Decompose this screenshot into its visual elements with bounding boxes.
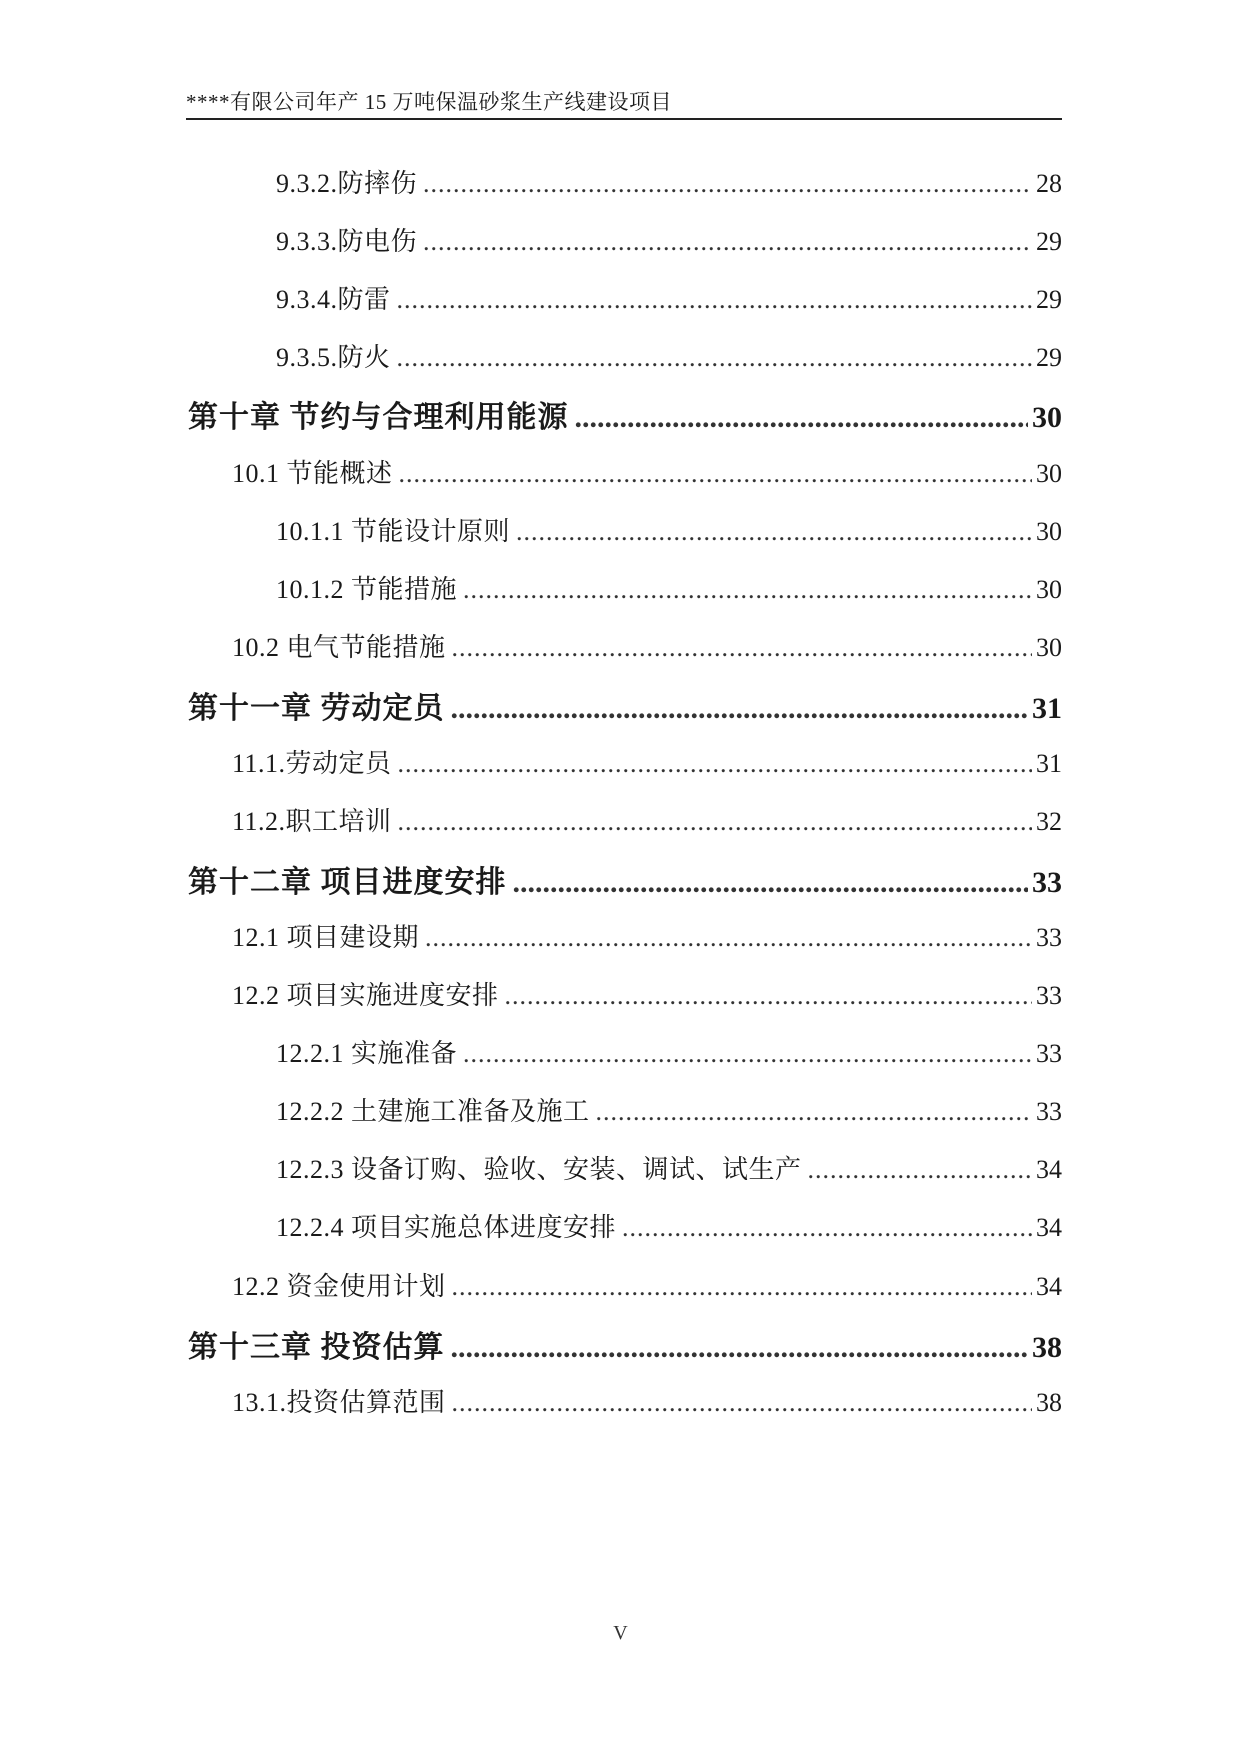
toc-entry-title: 9.3.4.防雷: [276, 285, 391, 314]
toc-entry-page: 33: [1036, 981, 1062, 1010]
toc-entry[interactable]: [276, 279, 1062, 315]
toc-entry-title: 12.2.1 实施准备: [276, 1039, 458, 1068]
toc-entry-page: 31: [1036, 749, 1062, 778]
toc-entry-page: 34: [1036, 1155, 1062, 1184]
toc-entry-page: 29: [1036, 227, 1062, 256]
toc-entry[interactable]: [276, 1149, 1062, 1185]
toc-dot-leader: [451, 1331, 1029, 1365]
toc-entry-title: 12.2 资金使用计划: [232, 1272, 446, 1301]
toc-dot-leader: [397, 343, 1032, 373]
toc-entry-title: 10.2 电气节能措施: [232, 633, 446, 662]
toc-entry[interactable]: [232, 917, 1062, 953]
toc-entry-page: 34: [1036, 1272, 1062, 1301]
toc-dot-leader: [423, 227, 1032, 257]
toc-entry-title: 12.2.3 设备订购、验收、安装、调试、试生产: [276, 1155, 802, 1184]
page-number: V: [613, 1622, 628, 1644]
running-header: ****有限公司年产 15 万吨保温砂浆生产线建设项目: [186, 90, 672, 114]
toc-chapter-title: 第十章 节约与合理利用能源: [188, 401, 569, 434]
toc-entry[interactable]: [276, 1033, 1062, 1069]
toc-dot-leader: [596, 1097, 1032, 1127]
toc-chapter-page: 38: [1032, 1331, 1062, 1364]
toc-dot-leader: [423, 169, 1032, 199]
toc-entry-title: 12.1 项目建设期: [232, 923, 420, 952]
toc-entry-title: 10.1.1 节能设计原则: [276, 517, 511, 546]
toc-entry-page: 33: [1036, 1039, 1062, 1068]
toc-chapter-entry[interactable]: [188, 1322, 1062, 1362]
toc-entry-title: 12.2.2 土建施工准备及施工: [276, 1097, 590, 1126]
toc-entry-page: 32: [1036, 807, 1062, 836]
toc-dot-leader: [505, 981, 1032, 1011]
toc-dot-leader: [399, 459, 1032, 489]
toc-entry[interactable]: [232, 975, 1062, 1011]
toc-chapter-title: 第十二章 项目进度安排: [188, 866, 507, 899]
toc-chapter-entry[interactable]: [188, 857, 1062, 897]
toc-entry[interactable]: [232, 801, 1062, 837]
toc-dot-leader: [398, 749, 1032, 779]
header-rule: [186, 118, 1062, 120]
toc-dot-leader: [451, 692, 1029, 726]
toc-dot-leader: [398, 807, 1032, 837]
toc-entry-title: 10.1.2 节能措施: [276, 575, 458, 604]
toc-entry-title: 9.3.3.防电伤: [276, 227, 418, 256]
toc-entry[interactable]: [276, 569, 1062, 605]
toc-entry-page: 29: [1036, 285, 1062, 314]
toc-entry[interactable]: [232, 453, 1062, 489]
toc-dot-leader: [463, 575, 1032, 605]
toc-entry-page: 29: [1036, 343, 1062, 372]
toc-dot-leader: [452, 1272, 1032, 1302]
toc-entry[interactable]: [232, 743, 1062, 779]
toc-entry[interactable]: [232, 1382, 1062, 1418]
toc-entry-page: 38: [1036, 1388, 1062, 1417]
toc-chapter-entry[interactable]: [188, 683, 1062, 723]
toc-entry-page: 30: [1036, 459, 1062, 488]
toc-dot-leader: [452, 633, 1032, 663]
toc-entry[interactable]: [276, 337, 1062, 373]
toc-dot-leader: [463, 1039, 1032, 1069]
toc-dot-leader: [622, 1213, 1032, 1243]
toc-entry-page: 30: [1036, 575, 1062, 604]
toc-entry-title: 12.2.4 项目实施总体进度安排: [276, 1213, 617, 1242]
toc-dot-leader: [513, 866, 1029, 900]
toc-entry[interactable]: [276, 163, 1062, 199]
toc-entry[interactable]: [276, 221, 1062, 257]
toc-entry-title: 12.2 项目实施进度安排: [232, 981, 499, 1010]
toc-chapter-page: 30: [1032, 401, 1062, 434]
toc-entry-page: 33: [1036, 1097, 1062, 1126]
toc-chapter-page: 33: [1032, 866, 1062, 899]
toc-chapter-page: 31: [1032, 692, 1062, 725]
toc-dot-leader: [425, 923, 1032, 953]
toc-entry[interactable]: [276, 1091, 1062, 1127]
toc-chapter-title: 第十三章 投资估算: [188, 1331, 445, 1364]
toc-entry-page: 33: [1036, 923, 1062, 952]
toc-entry-title: 13.1.投资估算范围: [232, 1388, 446, 1417]
toc-entry-page: 28: [1036, 169, 1062, 198]
toc-entry-title: 10.1 节能概述: [232, 459, 393, 488]
toc-dot-leader: [452, 1388, 1032, 1418]
toc-dot-leader: [808, 1155, 1032, 1185]
toc-chapter-entry[interactable]: [188, 392, 1062, 432]
toc-entry-page: 30: [1036, 517, 1062, 546]
toc-entry-page: 30: [1036, 633, 1062, 662]
toc-entry[interactable]: [276, 511, 1062, 547]
toc-chapter-title: 第十一章 劳动定员: [188, 692, 445, 725]
toc-entry-page: 34: [1036, 1213, 1062, 1242]
toc-entry-title: 11.1.劳动定员: [232, 749, 392, 778]
toc-entry-title: 9.3.5.防火: [276, 343, 391, 372]
toc-dot-leader: [575, 401, 1029, 435]
toc-entry[interactable]: [232, 1266, 1062, 1302]
toc-entry[interactable]: [232, 627, 1062, 663]
toc-entry-title: 11.2.职工培训: [232, 807, 392, 836]
toc-entry[interactable]: [276, 1207, 1062, 1243]
toc-entry-title: 9.3.2.防摔伤: [276, 169, 418, 198]
toc-dot-leader: [516, 517, 1032, 547]
toc-dot-leader: [397, 285, 1032, 315]
